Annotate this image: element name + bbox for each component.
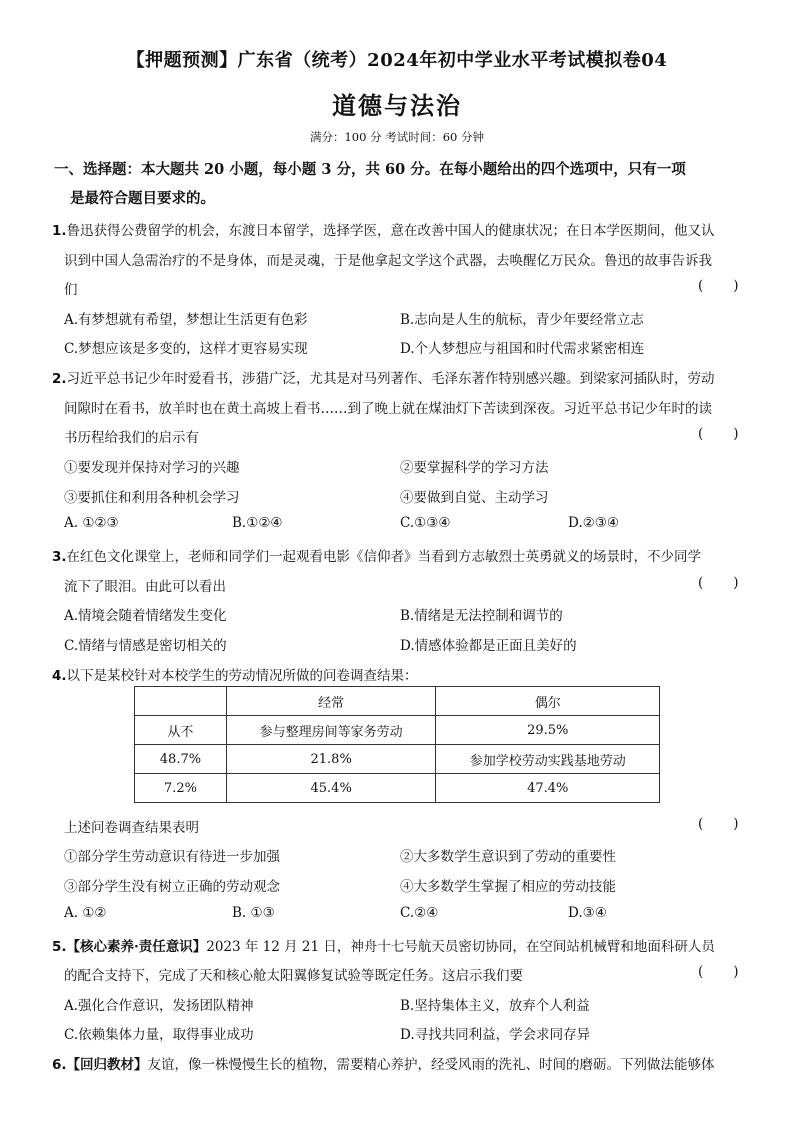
table-cell (135, 687, 227, 716)
question-6-line1 (52, 1053, 715, 1073)
section-heading-line2: 是最符合题目要求的。 (70, 190, 215, 207)
table-cell: 从不 (135, 716, 227, 745)
answer-blank-4: ( ) (698, 816, 739, 832)
table-row (135, 687, 660, 716)
question-2-line1 (52, 367, 715, 387)
answer-blank-3: ( ) (698, 575, 739, 591)
question-4-number: 4. (52, 668, 67, 684)
q1-option-a: A.有梦想就有希望，梦想让生活更有色彩 (64, 312, 308, 328)
question-2-line3: 书历程给我们的启示有 (64, 430, 199, 446)
q2-option-a: A. ①②③ (64, 515, 119, 531)
q4-statement-4: ④大多数学生掌握了相应的劳动技能 (400, 879, 616, 895)
question-6-number: 6. (52, 1057, 67, 1073)
answer-blank-1: ( ) (698, 278, 739, 294)
q1-option-c: C.梦想应该是多变的，这样才更容易实现 (64, 341, 308, 357)
q5-option-b: B.坚持集体主义，放弃个人利益 (400, 998, 590, 1014)
q2-statement-3: ③要抓住和利用各种机会学习 (64, 490, 240, 506)
q3-option-b: B.情绪是无法控制和调节的 (400, 608, 563, 624)
answer-blank-5: ( ) (698, 964, 739, 980)
question-3-line1 (52, 545, 701, 565)
table-cell: 偶尔 (436, 687, 660, 716)
q2-statement-4: ④要做到自觉、主动学习 (400, 490, 549, 506)
question-5-text: 2023 年 12 月 21 日，神舟十七号航天员密切协同，在空间站机械臂和地面科研人员 (206, 939, 715, 955)
question-1-text: 鲁迅获得公费留学的机会，东渡日本留学，选择学医，意在改善中国人的健康状况；在日本学医期间，他又认 (66, 223, 715, 239)
table-cell: 7.2% (135, 774, 227, 803)
q4-statement-3: ③部分学生没有树立正确的劳动观念 (64, 879, 280, 895)
question-3-number: 3. (52, 549, 67, 565)
q2-option-c: C.①③④ (400, 515, 451, 531)
question-5-line1 (52, 935, 715, 955)
q4-option-d: D.③④ (568, 905, 607, 921)
q3-option-a: A.情境会随着情绪发生变化 (64, 608, 227, 624)
table-row (135, 716, 660, 745)
table-cell: 48.7% (135, 745, 227, 774)
q4-statement-2: ②大多数学生意识到了劳动的重要性 (400, 849, 616, 865)
subject-title: 道德与法治 (332, 91, 462, 120)
question-4-line1 (52, 664, 418, 684)
q5-option-c: C.依赖集体力量，取得事业成功 (64, 1027, 254, 1043)
q3-option-c: C.情绪与情感是密切相关的 (64, 638, 227, 654)
q2-option-d: D.②③④ (568, 515, 619, 531)
question-2-line2: 间隙时在看书，放羊时也在黄土高坡上看书……到了晚上就在煤油灯下苦读到深夜。习近平总书记少年时的读 (64, 401, 712, 417)
table-cell: 45.4% (226, 774, 436, 803)
answer-blank-2: ( ) (698, 426, 739, 442)
question-2-text: 习近平总书记少年时爱看书，涉猎广泛，尤其是对马列著作、毛泽东著作特别感兴趣。到梁家河插队时，劳动 (66, 371, 715, 387)
question-4-line2: 上述问卷调查结果表明 (64, 820, 199, 836)
q5-option-d: D.寻找共同利益，学会求同存异 (400, 1027, 591, 1043)
question-1-line1 (52, 219, 715, 239)
question-6-tag: 【回归教材】 (66, 1057, 148, 1073)
survey-table (134, 686, 660, 803)
exam-meta: 满分：100 分 考试时间：60 分钟 (309, 130, 485, 144)
q2-statement-1: ①要发现并保持对学习的兴趣 (64, 460, 240, 476)
question-4-text: 以下是某校针对本校学生的劳动情况所做的问卷调查结果： (66, 668, 418, 684)
question-1-number: 1. (52, 223, 67, 239)
question-3-line2: 流下了眼泪。由此可以看出 (64, 579, 226, 595)
question-6-text: 友谊，像一株慢慢生长的植物，需要精心养护，经受风雨的洗礼、时间的磨砺。下列做法能够体 (147, 1057, 715, 1073)
question-5-tag: 【核心素养·责任意识】 (66, 939, 207, 955)
q1-option-b: B.志向是人生的航标，青少年要经常立志 (400, 312, 644, 328)
q2-statement-2: ②要掌握科学的学习方法 (400, 460, 549, 476)
q4-option-a: A. ①② (64, 905, 107, 921)
q1-option-d: D.个人梦想应与祖国和时代需求紧密相连 (400, 341, 645, 357)
table-cell: 参加学校劳动实践基地劳动 (436, 745, 660, 774)
table-row (135, 745, 660, 774)
table-cell: 21.8% (226, 745, 436, 774)
table-cell: 经常 (226, 687, 436, 716)
table-cell: 29.5% (436, 716, 660, 745)
exam-title: 【押题预测】广东省（统考）2024年初中学业水平考试模拟卷04 (126, 50, 668, 71)
q4-statement-1: ①部分学生劳动意识有待进一步加强 (64, 849, 280, 865)
question-5-line2: 的配合支持下，完成了天和核心舱太阳翼修复试验等既定任务。这启示我们要 (64, 968, 523, 984)
q4-option-b: B. ①③ (232, 905, 275, 921)
table-row (135, 774, 660, 803)
question-1-line3: 们 (64, 282, 78, 298)
section-heading-line1: 一、选择题：本大题共 20 小题，每小题 3 分，共 60 分。在每小题给出的四个选项中，只有一项 (54, 161, 686, 178)
q2-option-b: B.①②④ (232, 515, 283, 531)
q4-option-c: C.②④ (400, 905, 439, 921)
q5-option-a: A.强化合作意识，发扬团队精神 (64, 998, 254, 1014)
question-5-number: 5. (52, 939, 67, 955)
question-2-number: 2. (52, 371, 67, 387)
table-cell: 参与整理房间等家务劳动 (226, 716, 436, 745)
q3-option-d: D.情感体验都是正面且美好的 (400, 638, 577, 654)
question-3-text: 在红色文化课堂上，老师和同学们一起观看电影《信仰者》当看到方志敏烈士英勇就义的场景时，不少同学 (66, 549, 702, 565)
question-1-line2: 识到中国人急需治疗的不是身体，而是灵魂，于是他拿起文学这个武器，去唤醒亿万民众。鲁迅的故事告诉我 (64, 253, 712, 269)
table-cell: 47.4% (436, 774, 660, 803)
